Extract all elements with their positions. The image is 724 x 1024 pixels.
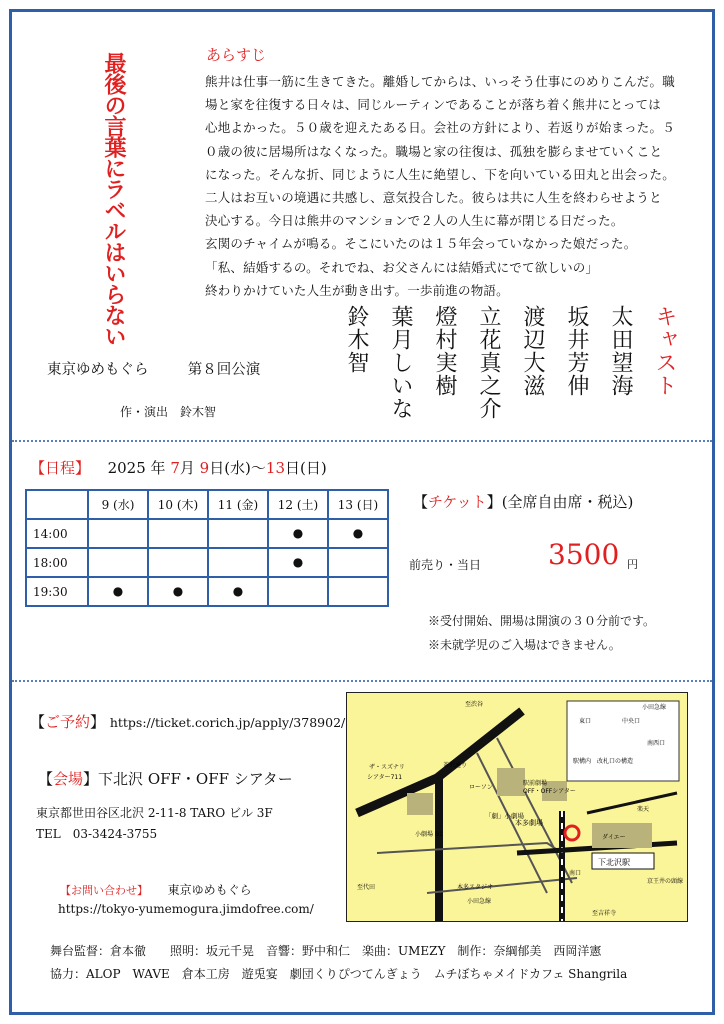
table-row <box>26 519 388 548</box>
map-label: 中央口 <box>622 718 641 725</box>
map-label: 「劇」小劇場 <box>485 812 524 820</box>
map-label: ダイエー <box>602 834 626 841</box>
map-label: 小田急線 <box>467 898 492 905</box>
day-header: 10 (木) <box>148 490 208 519</box>
map-label: 至代田 <box>357 884 376 891</box>
divider <box>12 440 712 442</box>
cast-heading: キャスト <box>652 305 677 397</box>
show-mark: ● <box>148 577 208 606</box>
show-mark: ● <box>268 519 328 548</box>
synopsis-line: ０歳の彼に居場所はなくなった。職場と家の往復は、孤独を膨らませていくこと <box>205 143 663 159</box>
building <box>497 768 525 796</box>
synopsis-line: 「私、結婚するの。それでね、お父さんには結婚式にでて欲しいの」 <box>205 259 599 275</box>
cast-name: 坂井芳伸 <box>564 305 589 397</box>
map-label: OFF・OFFシアター <box>523 788 576 795</box>
ticket-label: チケット <box>428 493 487 511</box>
map-label: 京王井の頭線 <box>647 878 684 885</box>
inquiry-line <box>60 881 252 898</box>
synopsis-text <box>205 70 675 302</box>
map-label: 茶沢通り <box>443 762 468 769</box>
map-label: 至渋谷 <box>465 701 484 708</box>
schedule-end-day: 13 <box>265 459 286 477</box>
table-corner <box>26 490 88 519</box>
building <box>407 793 433 815</box>
day-header: 11 (金) <box>208 490 268 519</box>
time-cell: 19:30 <box>26 577 88 606</box>
venue-name: 下北沢 OFF・OFF シアター <box>98 770 293 788</box>
schedule-year: 2025 年 <box>107 459 166 477</box>
ticket-header <box>413 491 633 512</box>
table-row <box>26 577 388 606</box>
author-credit: 作・演出 鈴木智 <box>120 405 217 419</box>
venue-map <box>346 692 688 922</box>
map-label: 駅構内 改札口の構造 <box>573 758 634 765</box>
synopsis-line: 心地よかった。５０歳を迎えたある日。会社の方針により、若返りが始まった。５ <box>205 120 675 136</box>
show-mark: ● <box>268 548 328 577</box>
schedule-header <box>30 457 327 478</box>
cast-name: 燈村実樹 <box>432 305 457 397</box>
map-drawing <box>347 693 687 921</box>
ticket-bracket-close: 】 <box>486 493 502 511</box>
show-mark <box>328 577 388 606</box>
map-label: 至吉祥寺 <box>592 910 617 917</box>
schedule-end-unit: 日(日) <box>285 459 327 477</box>
venue-label: 会場 <box>53 770 84 788</box>
cast-name: 太田望海 <box>608 305 633 397</box>
synopsis-line: 決心する。今日は熊井のマンションで２人の人生に幕が閉じる日だった。 <box>205 213 624 229</box>
show-mark <box>88 548 148 577</box>
show-mark: ● <box>208 577 268 606</box>
reservation-link[interactable]: https://ticket.corich.jp/apply/378902/ <box>109 715 346 730</box>
map-label: シアター711 <box>367 774 403 781</box>
presale-label: 前売り・当日 <box>409 558 482 572</box>
venue-bracket-open: 【 <box>38 770 54 788</box>
inquiry-link[interactable]: https://tokyo-yumemogura.jimdofree.com/ <box>58 902 314 916</box>
synopsis-line: 熊井は仕事一筋に生きてきた。離婚してからは、いっそう仕事にのめりこんだ。職 <box>205 74 675 89</box>
railway <box>587 793 677 813</box>
show-mark <box>328 548 388 577</box>
cooperation-credits: 協力：ALOP WAVE 倉本工房 遊兎宴 劇団くりぴつてんぎょう ムチぼちゃメイドカフェ Shangrila <box>50 967 628 981</box>
venue-bracket-close: 】 <box>83 770 99 788</box>
reserve-label: ご予約 <box>45 713 91 731</box>
synopsis-line: 二人はお互いの境遇に共感し、意気投合した。彼らは共に人生を終わらせようと <box>205 190 662 206</box>
day-header: 12 (土) <box>268 490 328 519</box>
map-label: 楽天 <box>637 806 650 813</box>
time-cell: 18:00 <box>26 548 88 577</box>
venue-marker-icon <box>565 826 579 840</box>
synopsis-heading: あらすじ <box>206 46 267 64</box>
venue-tel: TEL 03-3424-3755 <box>36 827 158 841</box>
synopsis-line: になった。そんな折、同じように人生に絶望し、下を向いている田丸と出会った。 <box>205 166 675 182</box>
venue-address: 東京都世田谷区北沢 2-11-8 TARO ビル 3F <box>36 806 273 820</box>
show-mark <box>88 519 148 548</box>
ticket-note-line: ※受付開始、開場は開演の３０分前です。 <box>428 614 656 628</box>
map-label: ローソン <box>469 784 493 791</box>
inquiry-name: 東京ゆめもぐら <box>167 883 252 897</box>
cast-name: 葉月しいな <box>388 305 413 420</box>
cast-name: 鈴木智 <box>344 305 369 374</box>
road <box>427 878 577 893</box>
schedule-table <box>25 489 389 607</box>
troupe-name: 東京ゆめもぐら <box>47 362 149 378</box>
map-label: 南西口 <box>647 740 666 747</box>
performance-number: 第８回公演 <box>187 362 261 378</box>
schedule-label: 【日程】 <box>30 459 91 477</box>
map-label: 小劇場 B1 <box>415 831 443 838</box>
show-mark <box>208 548 268 577</box>
staff-credits: 舞台監督：倉本徹 照明：坂元千晃 音響：野中和仁 楽曲：UMEZY 制作：奈綱郁美 西岡洋憲 <box>50 944 602 958</box>
ticket-note: (全席自由席・税込) <box>501 493 634 511</box>
show-mark <box>268 577 328 606</box>
reserve-bracket-open: 【 <box>30 713 46 731</box>
reserve-bracket-close: 】 <box>90 713 106 731</box>
table-row <box>26 490 388 519</box>
map-label: 駅前劇場 <box>523 780 548 787</box>
play-title: 最後の言葉にラベルはいらない <box>101 52 126 346</box>
show-mark: ● <box>328 519 388 548</box>
reservation-line <box>30 711 345 732</box>
divider <box>12 680 712 682</box>
show-mark <box>208 519 268 548</box>
map-label: 南口 <box>569 870 582 877</box>
day-header: 9 (水) <box>88 490 148 519</box>
day-header: 13 (日) <box>328 490 388 519</box>
time-cell: 14:00 <box>26 519 88 548</box>
map-label: ザ・スズナリ <box>369 764 405 771</box>
show-mark <box>148 548 208 577</box>
map-label: 東口 <box>579 718 592 725</box>
map-label: 本多劇場 <box>515 819 543 827</box>
ticket-note-line: ※未就学児のご入場はできません。 <box>428 638 621 652</box>
ticket-price: 3500 <box>548 538 620 571</box>
synopsis-line: 場と家を往復する日々は、同じルーティンであることが落ち着く熊井にとっては <box>205 97 661 113</box>
schedule-start-unit: 日(水)〜 <box>209 459 266 477</box>
schedule-month: 7 <box>170 459 180 477</box>
schedule-month-unit: 月 <box>179 459 195 477</box>
schedule-start-day: 9 <box>199 459 210 477</box>
map-label: 本多スタジオ <box>457 884 494 891</box>
cast-name: 渡辺大滋 <box>520 305 545 397</box>
map-label: 下北沢駅 <box>598 858 630 867</box>
synopsis-line: 玄関のチャイムが鳴る。そこにいたのは１５年会っていなかった娘だった。 <box>205 236 637 252</box>
show-mark <box>148 519 208 548</box>
price-unit: 円 <box>627 558 638 571</box>
ticket-bracket-open: 【 <box>413 493 429 511</box>
troupe-line <box>47 358 260 379</box>
inquiry-label: 【お問い合わせ】 <box>60 884 148 897</box>
map-label: 小田急線 <box>642 704 667 711</box>
synopsis-line: 終わりかけていた人生が動き出す。一歩前進の物語。 <box>205 282 509 298</box>
cast-name: 立花真之介 <box>476 305 501 420</box>
table-row <box>26 548 388 577</box>
venue-line <box>38 768 293 789</box>
show-mark: ● <box>88 577 148 606</box>
